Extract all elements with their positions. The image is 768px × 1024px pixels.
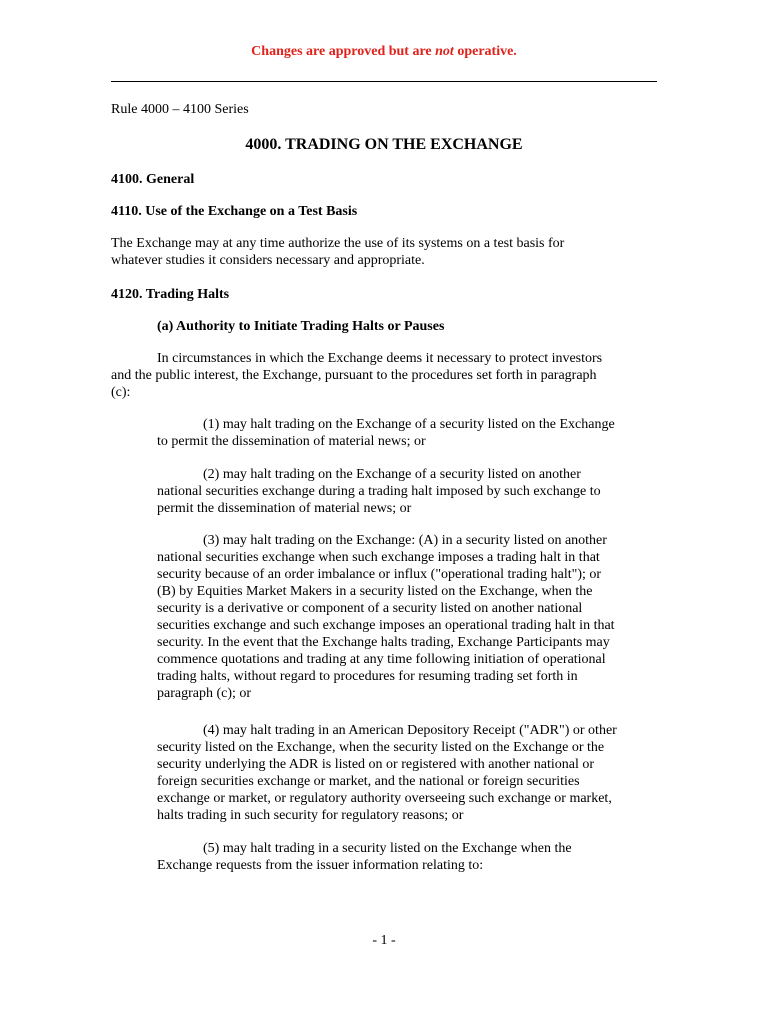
- heading-4100: 4100. General: [111, 172, 195, 187]
- text-line: whatever studies it considers necessary and appropriate.: [111, 253, 425, 268]
- text-line: commence quotations and trading at any time following initiation of operational: [157, 652, 606, 667]
- text-line: national securities exchange when such exchange imposes a trading halt in that: [157, 550, 600, 565]
- text-line: securities exchange and such exchange imposes an operational trading halt in that: [157, 618, 615, 633]
- text-line: national securities exchange during a trading halt imposed by such exchange to: [157, 484, 601, 499]
- text-line: security. In the event that the Exchange halts trading, Exchange Participants may: [157, 635, 610, 650]
- text-line: halts trading in such security for regulatory reasons; or: [157, 808, 464, 823]
- text-line: (c):: [111, 385, 131, 400]
- list-item-1: [157, 416, 657, 450]
- heading-4120a: (a) Authority to Initiate Trading Halts or Pauses: [157, 319, 445, 334]
- page-title: 4000. TRADING ON THE EXCHANGE: [245, 136, 523, 153]
- text-line: to permit the dissemination of material news; or: [157, 434, 426, 449]
- text-line: In circumstances in which the Exchange deems it necessary to protect investors: [157, 351, 603, 366]
- text-line: trading halts, without regard to procedures for resuming trading set forth in: [157, 669, 578, 684]
- status-banner: [0, 44, 768, 60]
- banner-text-end: operative.: [453, 44, 517, 59]
- text-line: (B) by Equities Market Makers in a security listed on the Exchange, when the: [157, 584, 593, 599]
- list-item-5: [157, 840, 657, 874]
- text-line: The Exchange may at any time authorize the use of its systems on a test basis for: [111, 236, 565, 251]
- text-line: paragraph (c); or: [157, 686, 252, 701]
- text-line: permit the dissemination of material news; or: [157, 501, 412, 516]
- heading-4110: 4110. Use of the Exchange on a Test Basis: [111, 204, 358, 219]
- text-line: (1) may halt trading on the Exchange of a security listed on the Exchange: [203, 417, 615, 432]
- list-item-3: [157, 532, 657, 702]
- banner-emphasis: not: [435, 44, 454, 59]
- text-line: (4) may halt trading in an American Depository Receipt ("ADR") or other: [203, 723, 617, 738]
- horizontal-rule: [111, 81, 657, 82]
- series-label: Rule 4000 – 4100 Series: [111, 102, 249, 117]
- list-item-2: [157, 466, 657, 517]
- paragraph-intro: [111, 350, 657, 401]
- banner-text: Changes are approved but are: [251, 44, 436, 59]
- text-line: exchange or market, or regulatory authority overseeing such exchange or market,: [157, 791, 612, 806]
- text-line: and the public interest, the Exchange, pursuant to the procedures set forth in paragraph: [111, 368, 597, 383]
- text-line: (5) may halt trading in a security listed on the Exchange when the: [203, 841, 572, 856]
- text-line: (2) may halt trading on the Exchange of a security listed on another: [203, 467, 581, 482]
- heading-4120: 4120. Trading Halts: [111, 287, 230, 302]
- text-line: foreign securities exchange or market, and the national or foreign securities: [157, 774, 580, 789]
- text-line: Exchange requests from the issuer information relating to:: [157, 858, 484, 873]
- text-line: security is a derivative or component of a security listed on another national: [157, 601, 583, 616]
- paragraph-4110: [111, 235, 657, 269]
- text-line: security underlying the ADR is listed on or registered with another national or: [157, 757, 595, 772]
- page-number: - 1 -: [372, 933, 396, 948]
- text-line: security listed on the Exchange, when the security listed on the Exchange or the: [157, 740, 605, 755]
- list-item-4: [157, 722, 657, 824]
- text-line: (3) may halt trading on the Exchange: (A) in a security listed on another: [203, 533, 607, 548]
- text-line: security because of an order imbalance or influx ("operational trading halt"); or: [157, 567, 602, 582]
